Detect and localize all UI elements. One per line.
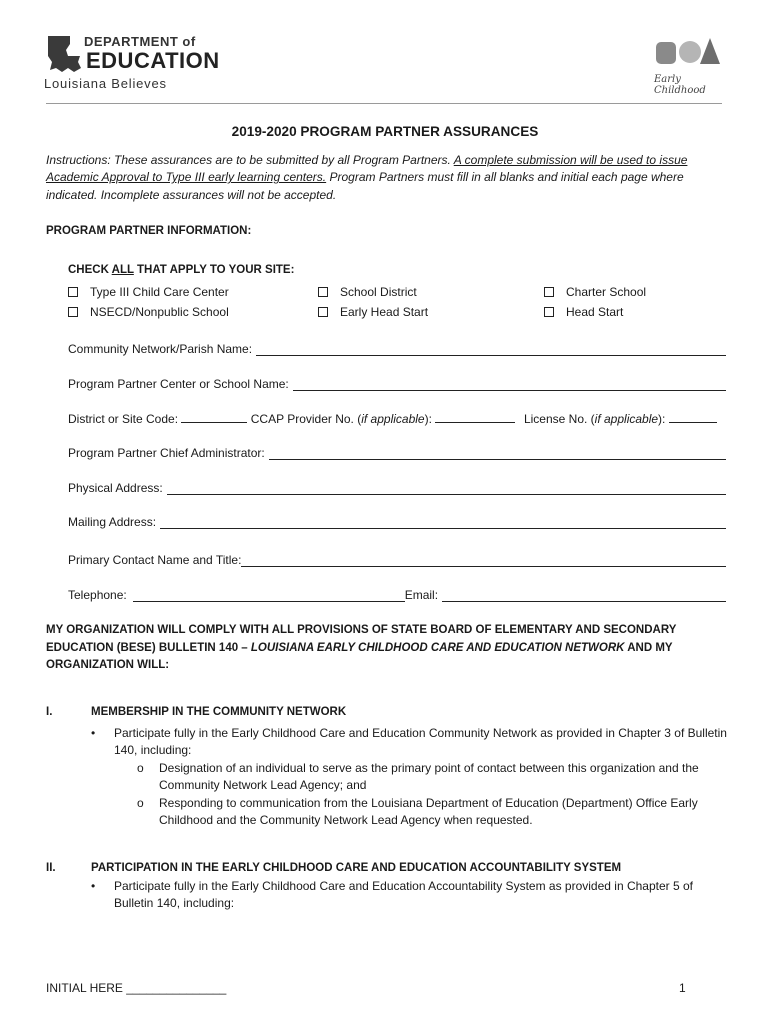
community-network-field xyxy=(68,342,726,356)
logo-tagline-text: Louisiana Believes xyxy=(44,76,167,91)
instructions-text-1: Instructions: These assurances are to be submitted by all Program Partners. xyxy=(46,153,454,167)
email-input[interactable] xyxy=(442,589,726,602)
chief-admin-field xyxy=(68,446,726,460)
bullet-icon: • xyxy=(91,879,96,893)
check-all-heading: CHECK ALL THAT APPLY TO YOUR SITE: xyxy=(68,264,295,276)
checkbox-square[interactable] xyxy=(68,287,78,297)
district-code-label: District or Site Code: xyxy=(68,412,179,426)
initial-here-field[interactable]: INITIAL HERE _______________ xyxy=(46,981,227,995)
primary-contact-label: Primary Contact Name and Title: xyxy=(68,553,242,567)
mailing-address-field xyxy=(68,515,726,529)
checkbox-square[interactable] xyxy=(544,287,554,297)
center-name-field xyxy=(68,377,726,391)
primary-contact-field xyxy=(68,553,726,567)
center-name-input[interactable] xyxy=(293,378,726,391)
early-childhood-logo-text: Early Childhood xyxy=(654,74,706,96)
mailing-address-label: Mailing Address: xyxy=(68,515,157,529)
louisiana-map-icon xyxy=(46,34,82,74)
instructions-paragraph xyxy=(46,152,726,204)
early-childhood-logo xyxy=(650,34,722,98)
license-input[interactable] xyxy=(669,411,717,423)
physical-address-field xyxy=(68,481,726,495)
logo-education-text: EDUCATION xyxy=(86,48,220,73)
sub-bullet-icon: o xyxy=(137,761,144,775)
instructions-text-2: Program Partners must fill in all blanks and initial each page where indicated. Incomplete assurances will not be accepted. xyxy=(46,170,684,202)
section-2-bullet: • Participate fully in the Early Childhood Care and Education Accountability System as provided in Chapter 5 of Bulletin 140, including: xyxy=(91,879,693,911)
logo-department-text: DEPARTMENT of xyxy=(84,34,196,49)
checkbox-square[interactable] xyxy=(544,307,554,317)
telephone-input[interactable] xyxy=(133,589,405,602)
louisiana-doe-logo xyxy=(44,34,220,92)
district-code-input[interactable] xyxy=(181,411,247,423)
checkbox-charter-school[interactable]: Charter School xyxy=(544,285,646,299)
compliance-statement: MY ORGANIZATION WILL COMPLY WITH ALL PROVISIONS OF STATE BOARD OF ELEMENTARY AND SECONDARY EDUCATION (BESE) BULLETIN 140 – LOUISIANA EARLY CHILDHOOD CARE AND EDUCATION NETWORK AND MY ORGANIZATION WILL: xyxy=(46,624,677,672)
telephone-email-field xyxy=(68,588,726,602)
community-network-label: Community Network/Parish Name: xyxy=(68,342,253,356)
section-1-sub-1: o Designation of an individual to serve as the primary point of contact between this organization and the Community Network Lead Agency; and xyxy=(137,761,699,793)
email-label: Email: xyxy=(404,588,439,602)
section-2-title: PARTICIPATION IN THE EARLY CHILDHOOD CARE AND EDUCATION ACCOUNTABILITY SYSTEM xyxy=(91,862,622,874)
instructions-underlined-text: A complete submission will be used to issue Academic Approval to Type III early learning centers. xyxy=(46,153,688,185)
checkbox-square[interactable] xyxy=(318,307,328,317)
checkbox-square[interactable] xyxy=(318,287,328,297)
chief-admin-input[interactable] xyxy=(269,447,726,460)
section-1-title: MEMBERSHIP IN THE COMMUNITY NETWORK xyxy=(91,706,347,718)
ccap-provider-input[interactable] xyxy=(435,411,515,423)
bullet-icon: • xyxy=(91,726,96,740)
sub-bullet-icon: o xyxy=(137,796,144,810)
checkbox-head-start[interactable]: Head Start xyxy=(544,305,623,319)
section-2-numeral: II. xyxy=(46,862,56,874)
physical-address-input[interactable] xyxy=(167,482,726,495)
page-header xyxy=(46,30,722,104)
codes-row xyxy=(68,411,726,426)
license-label: License No. (if applicable): xyxy=(523,412,666,426)
checkbox-nsecd-nonpublic-school[interactable]: NSECD/Nonpublic School xyxy=(68,305,229,319)
section-1-bullet: • Participate fully in the Early Childhood Care and Education Community Network as provided in Chapter 3 of Bulletin 140, including: xyxy=(91,726,727,758)
center-name-label: Program Partner Center or School Name: xyxy=(68,377,289,391)
page-number: 1 xyxy=(679,981,686,995)
checkbox-school-district[interactable]: School District xyxy=(318,285,417,299)
checkbox-type-iii-child-care-center[interactable]: Type III Child Care Center xyxy=(68,285,229,299)
telephone-label: Telephone: xyxy=(68,588,127,602)
program-partner-info-heading: PROGRAM PARTNER INFORMATION: xyxy=(46,225,252,237)
section-1-numeral: I. xyxy=(46,706,53,718)
early-childhood-shapes-icon xyxy=(652,34,722,70)
page-title: 2019-2020 PROGRAM PARTNER ASSURANCES xyxy=(231,124,539,139)
checkbox-square[interactable] xyxy=(68,307,78,317)
ccap-label: CCAP Provider No. (if applicable): xyxy=(250,412,432,426)
physical-address-label: Physical Address: xyxy=(68,481,163,495)
mailing-address-input[interactable] xyxy=(160,516,726,529)
chief-admin-label: Program Partner Chief Administrator: xyxy=(68,446,265,460)
community-network-input[interactable] xyxy=(256,343,726,356)
checkbox-early-head-start[interactable]: Early Head Start xyxy=(318,305,428,319)
section-1-sub-2: o Responding to communication from the Louisiana Department of Education (Department) Office Early Childhood and the Community Network Lead Agency when requested. xyxy=(137,796,698,828)
primary-contact-input[interactable] xyxy=(241,554,726,567)
